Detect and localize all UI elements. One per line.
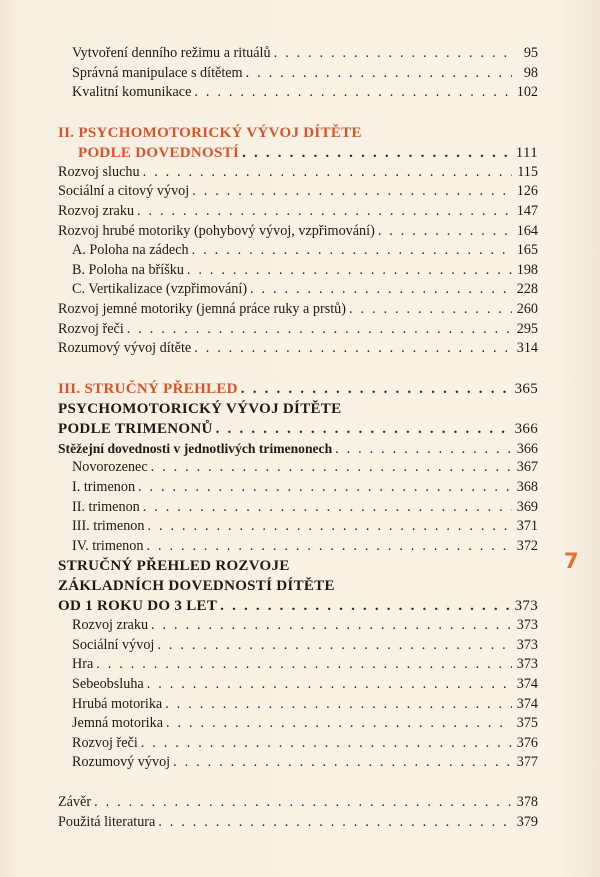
toc-entry-page: 367	[516, 459, 538, 476]
toc-entry-page: 373	[516, 636, 538, 653]
section3-title: III. STRUČNÝ PŘEHLED . . . 365	[58, 379, 538, 399]
toc-entry-label: Hra	[72, 656, 94, 673]
toc-entry	[58, 734, 538, 754]
toc-entry-label: Rozvoj zraku	[72, 617, 149, 634]
toc-entry	[58, 636, 538, 656]
toc-entry	[58, 675, 538, 695]
leader-dots	[94, 793, 512, 813]
leader-dots	[146, 537, 512, 557]
toc-entry	[58, 241, 538, 261]
toc-entry-page: 165	[516, 242, 538, 259]
toc-entry	[58, 655, 538, 675]
toc-entry-label: Hrubá motorika	[72, 695, 163, 712]
leader-dots	[192, 241, 512, 261]
toc-entry-label: Použitá literatura	[58, 813, 156, 830]
toc-entry	[58, 182, 538, 202]
toc-entry-page: 95	[523, 45, 538, 61]
toc-entry-page: 147	[516, 202, 538, 219]
toc-entry-page: 374	[516, 676, 538, 693]
toc-entry	[58, 339, 538, 359]
leader-dots	[158, 813, 512, 833]
toc-entry	[58, 83, 538, 103]
sub2-list	[58, 616, 538, 773]
leader-dots	[378, 222, 512, 242]
leader-dots	[220, 596, 510, 616]
leader-dots	[274, 44, 512, 64]
leader-dots	[151, 616, 512, 636]
leader-dots	[151, 458, 512, 478]
toc-entry-page: 378	[516, 794, 538, 811]
leader-dots	[138, 478, 512, 498]
leader-dots	[148, 517, 513, 537]
leader-dots	[242, 143, 512, 163]
toc-entry-page: 314	[516, 340, 538, 357]
toc-entry	[58, 64, 538, 84]
sub1-list	[58, 458, 538, 556]
toc-entry-page: 373	[516, 617, 538, 634]
toc-entry-label: IV. trimenon	[72, 537, 144, 554]
toc-entry-page: 228	[516, 281, 538, 298]
toc-entry	[58, 478, 538, 498]
leader-dots	[165, 695, 512, 715]
leader-dots	[143, 163, 512, 183]
toc-entry-label: I. trimenon	[72, 478, 136, 495]
sub1-title-line2: PODLE TRIMENONŮ . . . 366	[58, 419, 538, 439]
leader-dots	[166, 714, 512, 734]
toc-entry	[58, 280, 538, 300]
toc-entry	[58, 261, 538, 281]
toc-entry-page: 126	[516, 183, 538, 200]
toc-entry-page: 115	[517, 163, 538, 180]
intro-list	[58, 44, 538, 103]
sub2-title-line1: STRUČNÝ PŘEHLED ROZVOJE	[58, 558, 290, 575]
toc-entry-page: 373	[516, 656, 538, 673]
toc-entry	[58, 163, 538, 183]
toc-entry-page: 375	[516, 715, 538, 732]
toc-entry	[58, 714, 538, 734]
sub2-title-line3: OD 1 ROKU DO 3 LET . . . 373	[58, 596, 538, 616]
toc-entry-label: Rozvoj jemné motoriky (jemná práce ruky a prstů)	[58, 300, 346, 317]
toc-entry-page: 198	[516, 261, 538, 278]
toc-entry-label: Jemná motorika	[72, 715, 164, 732]
toc-entry-page: 372	[516, 537, 538, 554]
toc-entry-label: Sociální vývoj	[72, 636, 155, 653]
leader-dots	[194, 339, 512, 359]
leader-dots	[241, 379, 511, 399]
toc-entry-page: 369	[516, 498, 538, 515]
leader-dots	[349, 300, 512, 320]
leader-dots	[246, 64, 512, 84]
toc-entry	[58, 695, 538, 715]
toc-entry	[58, 793, 538, 813]
leader-dots	[192, 182, 512, 202]
table-of-contents	[58, 44, 538, 832]
toc-entry-label: Sebeobsluha	[72, 676, 144, 693]
toc-entry-page: 368	[516, 478, 538, 495]
toc-entry-label: III. trimenon	[72, 518, 145, 535]
toc-entry-page: 260	[516, 300, 538, 317]
toc-entry-page: 164	[516, 222, 538, 239]
toc-entry-page: 102	[516, 84, 538, 101]
toc-entry	[58, 222, 538, 242]
toc-entry-page: 379	[516, 813, 538, 830]
section2-title-line2: PODLE DOVEDNOSTÍ . . . 111	[58, 143, 538, 163]
toc-entry-label: Rozumový vývoj	[72, 754, 171, 771]
toc-entry	[58, 44, 538, 64]
toc-entry-page: 98	[523, 64, 538, 81]
toc-entry-label: Rozumový vývoj dítěte	[58, 340, 192, 357]
leader-dots	[173, 753, 512, 773]
toc-entry-label: Rozvoj zraku	[58, 202, 135, 219]
leader-dots	[157, 636, 512, 656]
leader-dots	[187, 261, 512, 281]
toc-entry-page: 376	[516, 734, 538, 751]
page-number: 7	[564, 549, 579, 573]
section2-title-line1: II. PSYCHOMOTORICKÝ VÝVOJ DÍTĚTE	[58, 124, 362, 141]
section2-list	[58, 163, 538, 359]
toc-entry	[58, 517, 538, 537]
sub1-bold-item: Stěžejní dovednosti v jednotlivých trimenonech . . . 366	[58, 439, 538, 459]
toc-entry	[58, 300, 538, 320]
leader-dots	[250, 280, 512, 300]
toc-entry-page: 374	[516, 695, 538, 712]
toc-entry	[58, 320, 538, 340]
leader-dots	[216, 419, 511, 439]
toc-entry-page: 377	[516, 754, 538, 771]
toc-entry	[58, 458, 538, 478]
toc-entry-label: C. Vertikalizace (vzpřimování)	[72, 281, 248, 298]
leader-dots	[141, 734, 512, 754]
leader-dots	[143, 498, 512, 518]
toc-entry-label: Rozvoj sluchu	[58, 163, 140, 180]
toc-entry-label: Vytvoření denního režimu a rituálů	[72, 45, 271, 61]
toc-entry-label: Rozvoj řeči	[58, 320, 124, 337]
leader-dots	[137, 202, 512, 222]
toc-entry-label: B. Poloha na bříšku	[72, 261, 184, 278]
toc-entry	[58, 202, 538, 222]
toc-entry-page: 295	[516, 320, 538, 337]
toc-entry-label: Rozvoj hrubé motoriky (pohybový vývoj, vzpřimování)	[58, 222, 375, 239]
leader-dots	[147, 675, 512, 695]
toc-entry-label: Novorozenec	[72, 459, 148, 476]
end-list	[58, 793, 538, 832]
sub1-title-line1: PSYCHOMOTORICKÝ VÝVOJ DÍTĚTE	[58, 400, 342, 417]
toc-entry-page: 371	[516, 518, 538, 535]
leader-dots	[96, 655, 512, 675]
leader-dots	[194, 83, 512, 103]
toc-entry-label: Kvalitní komunikace	[72, 84, 192, 101]
toc-entry-label: II. trimenon	[72, 498, 140, 515]
toc-entry	[58, 753, 538, 773]
toc-entry	[58, 498, 538, 518]
toc-entry-label: Správná manipulace s dítětem	[72, 64, 243, 81]
leader-dots	[335, 440, 512, 460]
toc-entry	[58, 813, 538, 833]
toc-entry-label: Rozvoj řeči	[72, 734, 138, 751]
sub2-title-line2: ZÁKLADNÍCH DOVEDNOSTÍ DÍTĚTE	[58, 578, 335, 595]
toc-entry	[58, 616, 538, 636]
toc-entry-label: A. Poloha na zádech	[72, 242, 189, 259]
toc-entry-label: Závěr	[58, 794, 92, 811]
toc-entry-label: Sociální a citový vývoj	[58, 183, 190, 200]
leader-dots	[127, 320, 512, 340]
toc-entry	[58, 537, 538, 557]
